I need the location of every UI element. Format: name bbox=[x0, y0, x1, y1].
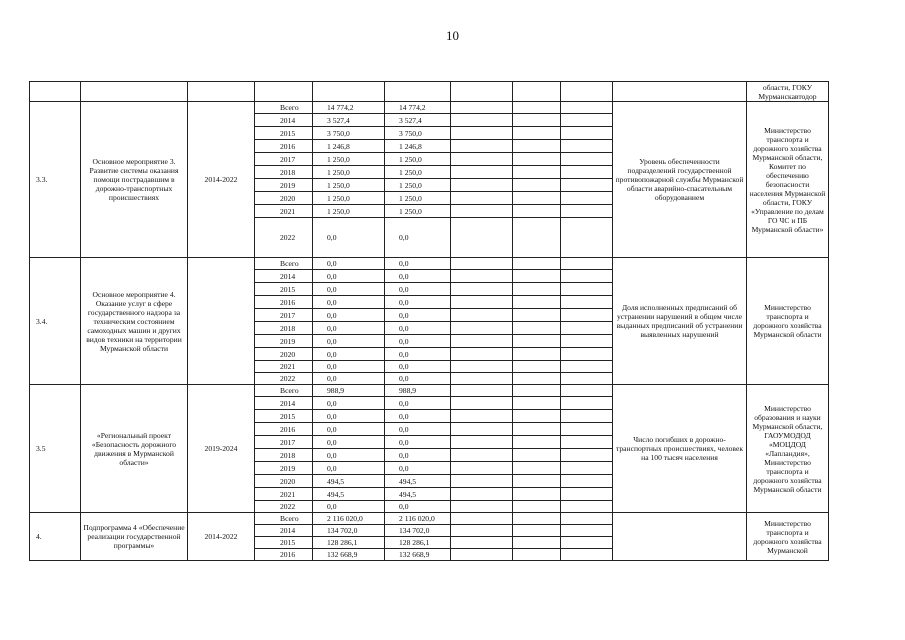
empty-cell bbox=[513, 218, 561, 258]
amount-total: 0,0 bbox=[313, 462, 385, 475]
empty-cell bbox=[561, 385, 613, 397]
amount-source: 0,0 bbox=[385, 218, 451, 258]
empty-cell bbox=[451, 153, 513, 166]
empty-cell bbox=[451, 513, 513, 525]
empty-cell bbox=[451, 348, 513, 361]
empty-cell bbox=[451, 410, 513, 423]
empty-cell bbox=[561, 513, 613, 525]
program-table bbox=[29, 81, 829, 561]
empty-cell bbox=[561, 549, 613, 561]
indicator-cell: Уровень обеспеченности подразделений государственной противопожарной службы Мурманской области аварийно-спасательным оборудованием bbox=[613, 102, 747, 258]
empty-cell bbox=[451, 436, 513, 449]
empty-cell bbox=[513, 153, 561, 166]
empty-cell bbox=[451, 283, 513, 296]
year-cell: 2022 bbox=[255, 373, 313, 385]
empty-cell bbox=[513, 436, 561, 449]
amount-total: 0,0 bbox=[313, 436, 385, 449]
year-cell: 2022 bbox=[255, 501, 313, 513]
year-cell: 2021 bbox=[255, 361, 313, 373]
year-cell: 2014 bbox=[255, 114, 313, 127]
empty-cell bbox=[451, 322, 513, 335]
amount-source: 128 286,1 bbox=[385, 537, 451, 549]
amount-total: 2 116 020,0 bbox=[313, 513, 385, 525]
empty-cell bbox=[451, 102, 513, 114]
amount-source: 132 668,9 bbox=[385, 549, 451, 561]
year-cell: 2015 bbox=[255, 127, 313, 140]
item-period: 2019-2024 bbox=[188, 385, 255, 513]
empty-cell bbox=[513, 82, 561, 102]
empty-cell bbox=[561, 82, 613, 102]
year-cell: 2018 bbox=[255, 322, 313, 335]
empty-cell bbox=[561, 258, 613, 270]
amount-source: 14 774,2 bbox=[385, 102, 451, 114]
year-cell: 2021 bbox=[255, 205, 313, 218]
amount-total: 0,0 bbox=[313, 501, 385, 513]
item-period: 2014-2022 bbox=[188, 102, 255, 258]
year-cell: 2014 bbox=[255, 525, 313, 537]
table-row bbox=[30, 82, 829, 102]
empty-cell bbox=[561, 475, 613, 488]
amount-source: 494,5 bbox=[385, 475, 451, 488]
empty-cell bbox=[513, 309, 561, 322]
responsible-cell: Министерство транспорта и дорожного хозяйства Мурманской области, Комитет по обеспечению безопасности населения Мурманской области, ГОКУ «Управление по делам ГО ЧС и ПБ Мурманской области» bbox=[747, 102, 829, 258]
amount-total: 0,0 bbox=[313, 296, 385, 309]
amount-total: 0,0 bbox=[313, 218, 385, 258]
amount-source: 1 246,8 bbox=[385, 140, 451, 153]
amount-source: 0,0 bbox=[385, 296, 451, 309]
amount-total: 1 250,0 bbox=[313, 166, 385, 179]
amount-total: 1 246,8 bbox=[313, 140, 385, 153]
empty-cell bbox=[451, 258, 513, 270]
empty-cell bbox=[30, 82, 81, 102]
amount-total: 988,9 bbox=[313, 385, 385, 397]
table-row bbox=[30, 385, 829, 397]
empty-cell bbox=[451, 335, 513, 348]
year-cell: Всего bbox=[255, 102, 313, 114]
item-number: 4. bbox=[30, 513, 81, 561]
empty-cell bbox=[451, 270, 513, 283]
year-cell: 2015 bbox=[255, 410, 313, 423]
year-cell: 2017 bbox=[255, 153, 313, 166]
responsible-cell: Министерство образования и науки Мурманской области, ГАОУМОДОД «МОЦДОД «Лапландия», Министерство транспорта и дорожного хозяйства Мурманской области bbox=[747, 385, 829, 513]
empty-cell bbox=[513, 322, 561, 335]
empty-cell bbox=[513, 449, 561, 462]
empty-cell bbox=[513, 410, 561, 423]
empty-cell bbox=[513, 114, 561, 127]
empty-cell bbox=[561, 322, 613, 335]
amount-source: 0,0 bbox=[385, 348, 451, 361]
empty-cell bbox=[561, 423, 613, 436]
empty-cell bbox=[451, 82, 513, 102]
empty-cell bbox=[561, 361, 613, 373]
empty-cell bbox=[451, 525, 513, 537]
empty-cell bbox=[513, 537, 561, 549]
empty-cell bbox=[561, 537, 613, 549]
indicator-cell: Доля исполненных предписаний об устранении нарушений в общем числе выданных предписаний об устранении выявленных нарушений bbox=[613, 258, 747, 385]
empty-cell bbox=[561, 283, 613, 296]
year-cell: 2016 bbox=[255, 423, 313, 436]
empty-cell bbox=[513, 296, 561, 309]
empty-cell bbox=[561, 373, 613, 385]
empty-cell bbox=[451, 140, 513, 153]
empty-cell bbox=[561, 335, 613, 348]
year-cell: Всего bbox=[255, 385, 313, 397]
amount-source: 1 250,0 bbox=[385, 166, 451, 179]
year-cell: 2020 bbox=[255, 348, 313, 361]
empty-cell bbox=[561, 192, 613, 205]
amount-total: 0,0 bbox=[313, 373, 385, 385]
amount-total: 0,0 bbox=[313, 449, 385, 462]
empty-cell bbox=[513, 373, 561, 385]
empty-cell bbox=[513, 462, 561, 475]
empty-cell bbox=[451, 309, 513, 322]
empty-cell bbox=[513, 205, 561, 218]
amount-source: 0,0 bbox=[385, 423, 451, 436]
empty-cell bbox=[188, 82, 255, 102]
year-cell: 2022 bbox=[255, 218, 313, 258]
empty-cell bbox=[513, 385, 561, 397]
amount-total: 1 250,0 bbox=[313, 153, 385, 166]
empty-cell bbox=[451, 397, 513, 410]
empty-cell bbox=[513, 166, 561, 179]
year-cell: 2020 bbox=[255, 192, 313, 205]
year-cell: 2015 bbox=[255, 537, 313, 549]
empty-cell bbox=[451, 179, 513, 192]
item-number: 3.3. bbox=[30, 102, 81, 258]
empty-cell bbox=[513, 475, 561, 488]
responsible-cell: Министерство транспорта и дорожного хозяйства Мурманской bbox=[747, 513, 829, 561]
empty-cell bbox=[451, 192, 513, 205]
empty-cell bbox=[513, 361, 561, 373]
amount-source: 494,5 bbox=[385, 488, 451, 501]
amount-total: 134 702,0 bbox=[313, 525, 385, 537]
empty-cell bbox=[451, 218, 513, 258]
amount-source: 1 250,0 bbox=[385, 153, 451, 166]
empty-cell bbox=[513, 525, 561, 537]
year-cell: 2016 bbox=[255, 296, 313, 309]
empty-cell bbox=[513, 127, 561, 140]
empty-cell bbox=[451, 373, 513, 385]
empty-cell bbox=[513, 501, 561, 513]
empty-cell bbox=[561, 205, 613, 218]
amount-total: 0,0 bbox=[313, 423, 385, 436]
amount-total: 0,0 bbox=[313, 258, 385, 270]
amount-source: 0,0 bbox=[385, 449, 451, 462]
empty-cell bbox=[513, 140, 561, 153]
amount-source: 0,0 bbox=[385, 361, 451, 373]
empty-cell bbox=[561, 153, 613, 166]
empty-cell bbox=[451, 537, 513, 549]
item-name: «Региональный проект «Безопасность дорожного движения в Мурманской области» bbox=[81, 385, 188, 513]
year-cell: 2019 bbox=[255, 462, 313, 475]
amount-source: 1 250,0 bbox=[385, 192, 451, 205]
item-number: 3.5 bbox=[30, 385, 81, 513]
amount-total: 132 668,9 bbox=[313, 549, 385, 561]
indicator-cell bbox=[613, 513, 747, 561]
empty-cell bbox=[451, 462, 513, 475]
empty-cell bbox=[513, 102, 561, 114]
empty-cell bbox=[561, 410, 613, 423]
amount-source: 0,0 bbox=[385, 335, 451, 348]
empty-cell bbox=[561, 127, 613, 140]
amount-source: 0,0 bbox=[385, 436, 451, 449]
year-cell: 2018 bbox=[255, 449, 313, 462]
empty-cell bbox=[561, 114, 613, 127]
year-cell: 2016 bbox=[255, 549, 313, 561]
empty-cell bbox=[513, 258, 561, 270]
year-cell: 2015 bbox=[255, 283, 313, 296]
amount-total: 128 286,1 bbox=[313, 537, 385, 549]
amount-total: 0,0 bbox=[313, 270, 385, 283]
amount-source: 0,0 bbox=[385, 501, 451, 513]
empty-cell bbox=[513, 192, 561, 205]
year-cell: 2016 bbox=[255, 140, 313, 153]
page-number: 10 bbox=[446, 28, 459, 43]
amount-total: 0,0 bbox=[313, 322, 385, 335]
empty-cell bbox=[81, 82, 188, 102]
empty-cell bbox=[451, 114, 513, 127]
empty-cell bbox=[561, 296, 613, 309]
amount-total: 1 250,0 bbox=[313, 179, 385, 192]
year-cell: Всего bbox=[255, 513, 313, 525]
year-cell: 2021 bbox=[255, 488, 313, 501]
empty-cell bbox=[561, 501, 613, 513]
amount-total: 14 774,2 bbox=[313, 102, 385, 114]
empty-cell bbox=[561, 462, 613, 475]
amount-total: 494,5 bbox=[313, 475, 385, 488]
empty-cell bbox=[561, 488, 613, 501]
amount-total: 0,0 bbox=[313, 397, 385, 410]
amount-total: 0,0 bbox=[313, 335, 385, 348]
empty-cell bbox=[561, 348, 613, 361]
empty-cell bbox=[561, 179, 613, 192]
amount-total: 0,0 bbox=[313, 348, 385, 361]
amount-total: 0,0 bbox=[313, 283, 385, 296]
empty-cell bbox=[451, 449, 513, 462]
year-cell: Всего bbox=[255, 258, 313, 270]
empty-cell bbox=[561, 397, 613, 410]
year-cell: 2019 bbox=[255, 335, 313, 348]
empty-cell bbox=[513, 283, 561, 296]
amount-source: 0,0 bbox=[385, 373, 451, 385]
empty-cell bbox=[561, 449, 613, 462]
amount-source: 988,9 bbox=[385, 385, 451, 397]
amount-source: 0,0 bbox=[385, 322, 451, 335]
table-row bbox=[30, 513, 829, 525]
amount-total: 3 750,0 bbox=[313, 127, 385, 140]
empty-cell bbox=[561, 218, 613, 258]
empty-cell bbox=[513, 348, 561, 361]
amount-total: 1 250,0 bbox=[313, 192, 385, 205]
empty-cell bbox=[451, 385, 513, 397]
year-cell: 2014 bbox=[255, 270, 313, 283]
empty-cell bbox=[451, 549, 513, 561]
year-cell: 2017 bbox=[255, 309, 313, 322]
empty-cell bbox=[561, 309, 613, 322]
empty-cell bbox=[513, 488, 561, 501]
empty-cell bbox=[561, 102, 613, 114]
amount-total: 494,5 bbox=[313, 488, 385, 501]
item-name: Подпрограмма 4 «Обеспечение реализации государственной программы» bbox=[81, 513, 188, 561]
empty-cell bbox=[513, 513, 561, 525]
indicator-cell: Число погибших в дорожно-транспортных происшествиях, человек на 100 тысяч населения bbox=[613, 385, 747, 513]
amount-source: 0,0 bbox=[385, 258, 451, 270]
empty-cell bbox=[451, 501, 513, 513]
amount-source: 0,0 bbox=[385, 397, 451, 410]
empty-cell bbox=[451, 166, 513, 179]
amount-source: 134 702,0 bbox=[385, 525, 451, 537]
item-period: 2014-2022 bbox=[188, 513, 255, 561]
empty-cell bbox=[313, 82, 385, 102]
empty-cell bbox=[513, 179, 561, 192]
empty-cell bbox=[561, 525, 613, 537]
empty-cell bbox=[451, 127, 513, 140]
year-cell: 2020 bbox=[255, 475, 313, 488]
amount-source: 0,0 bbox=[385, 462, 451, 475]
item-number: 3.4. bbox=[30, 258, 81, 385]
empty-cell bbox=[451, 205, 513, 218]
amount-source: 0,0 bbox=[385, 270, 451, 283]
table-row bbox=[30, 258, 829, 270]
table-row bbox=[30, 102, 829, 114]
empty-cell bbox=[513, 423, 561, 436]
year-cell: 2014 bbox=[255, 397, 313, 410]
empty-cell bbox=[451, 361, 513, 373]
amount-source: 1 250,0 bbox=[385, 179, 451, 192]
empty-cell bbox=[561, 436, 613, 449]
empty-cell bbox=[561, 270, 613, 283]
item-period bbox=[188, 258, 255, 385]
responsible-cell: Министерство транспорта и дорожного хозяйства Мурманской области bbox=[747, 258, 829, 385]
amount-total: 3 527,4 bbox=[313, 114, 385, 127]
year-cell: 2017 bbox=[255, 436, 313, 449]
empty-cell bbox=[513, 549, 561, 561]
empty-cell bbox=[385, 82, 451, 102]
item-name: Основное мероприятие 4. Оказание услуг в сфере государственного надзора за техническим состоянием самоходных машин и других видов техники на территории Мурманской области bbox=[81, 258, 188, 385]
empty-cell bbox=[513, 397, 561, 410]
amount-source: 0,0 bbox=[385, 410, 451, 423]
amount-total: 0,0 bbox=[313, 410, 385, 423]
amount-total: 0,0 bbox=[313, 361, 385, 373]
empty-cell bbox=[561, 166, 613, 179]
amount-source: 3 750,0 bbox=[385, 127, 451, 140]
amount-total: 1 250,0 bbox=[313, 205, 385, 218]
item-name: Основное мероприятие 3. Развитие системы оказания помощи пострадавшим в дорожно-транспортных происшествиях bbox=[81, 102, 188, 258]
amount-source: 1 250,0 bbox=[385, 205, 451, 218]
empty-cell bbox=[561, 140, 613, 153]
amount-source: 0,0 bbox=[385, 283, 451, 296]
empty-cell bbox=[513, 270, 561, 283]
empty-cell bbox=[451, 488, 513, 501]
amount-source: 0,0 bbox=[385, 309, 451, 322]
empty-cell bbox=[613, 82, 747, 102]
amount-source: 2 116 020,0 bbox=[385, 513, 451, 525]
year-cell: 2018 bbox=[255, 166, 313, 179]
empty-cell bbox=[451, 475, 513, 488]
empty-cell bbox=[255, 82, 313, 102]
year-cell: 2019 bbox=[255, 179, 313, 192]
empty-cell bbox=[451, 296, 513, 309]
empty-cell bbox=[513, 335, 561, 348]
empty-cell bbox=[451, 423, 513, 436]
amount-total: 0,0 bbox=[313, 309, 385, 322]
responsible-cell: области, ГОКУ Мурманскавтодор bbox=[747, 82, 829, 102]
amount-source: 3 527,4 bbox=[385, 114, 451, 127]
